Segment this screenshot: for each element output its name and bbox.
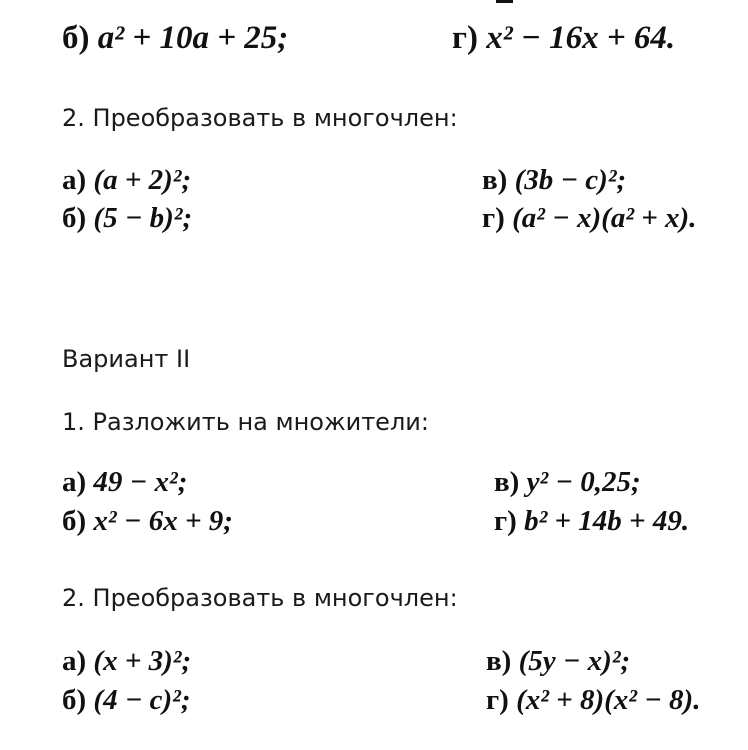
v1-task2-item-g xyxy=(482,202,696,235)
item-expression: (4 − c)²; xyxy=(93,684,191,716)
item-label: в) xyxy=(486,645,512,677)
item-label: а) xyxy=(62,466,87,498)
top-item-g xyxy=(452,20,675,57)
item-label: г) xyxy=(494,505,517,537)
v2-task2-item-g xyxy=(486,684,700,717)
v1-task2-item-a xyxy=(62,164,191,197)
item-expression: b² + 14b + 49. xyxy=(524,505,690,537)
v2-task1-item-b xyxy=(62,505,233,538)
item-expression: (5y − x)²; xyxy=(518,645,631,677)
item-expression: (5 − b)²; xyxy=(93,202,193,234)
item-expression: x² − 6x + 9; xyxy=(93,505,233,537)
task-heading-v1-2: 2. Преобразовать в многочлен: xyxy=(62,104,458,132)
item-expression: x² − 16x + 64. xyxy=(486,20,676,56)
v1-task2-item-v xyxy=(482,164,626,197)
item-label: г) xyxy=(482,202,505,234)
item-label: в) xyxy=(482,164,508,196)
item-label: а) xyxy=(62,645,87,677)
task-heading-v2-2: 2. Преобразовать в многочлен: xyxy=(62,584,458,612)
item-expression: a² + 10a + 25; xyxy=(97,20,289,56)
item-expression: (3b − c)²; xyxy=(514,164,627,196)
top-item-b xyxy=(62,20,288,57)
variant-title: Вариант II xyxy=(62,345,191,373)
v2-task1-item-a xyxy=(62,466,187,499)
item-expression: (a² − x)(a² + x). xyxy=(512,202,697,234)
item-label: г) xyxy=(452,20,478,56)
item-expression: (x² + 8)(x² − 8). xyxy=(516,684,701,716)
item-expression: (a + 2)²; xyxy=(93,164,192,196)
item-expression: y² − 0,25; xyxy=(526,466,641,498)
item-label: г) xyxy=(486,684,509,716)
item-label: б) xyxy=(62,684,87,716)
task-heading-v2-1: 1. Разложить на множители: xyxy=(62,408,429,436)
v2-task1-item-v xyxy=(494,466,641,499)
v2-task2-item-a xyxy=(62,645,191,678)
v1-task2-item-b xyxy=(62,202,192,235)
item-label: б) xyxy=(62,20,90,56)
v2-task2-item-b xyxy=(62,684,191,717)
item-expression: (x + 3)²; xyxy=(93,645,192,677)
v2-task1-item-g xyxy=(494,505,689,538)
v2-task2-item-v xyxy=(486,645,630,678)
item-expression: 49 − x²; xyxy=(93,466,188,498)
item-label: б) xyxy=(62,505,87,537)
cropped-glyph xyxy=(496,0,513,3)
item-label: в) xyxy=(494,466,520,498)
item-label: б) xyxy=(62,202,87,234)
item-label: а) xyxy=(62,164,87,196)
